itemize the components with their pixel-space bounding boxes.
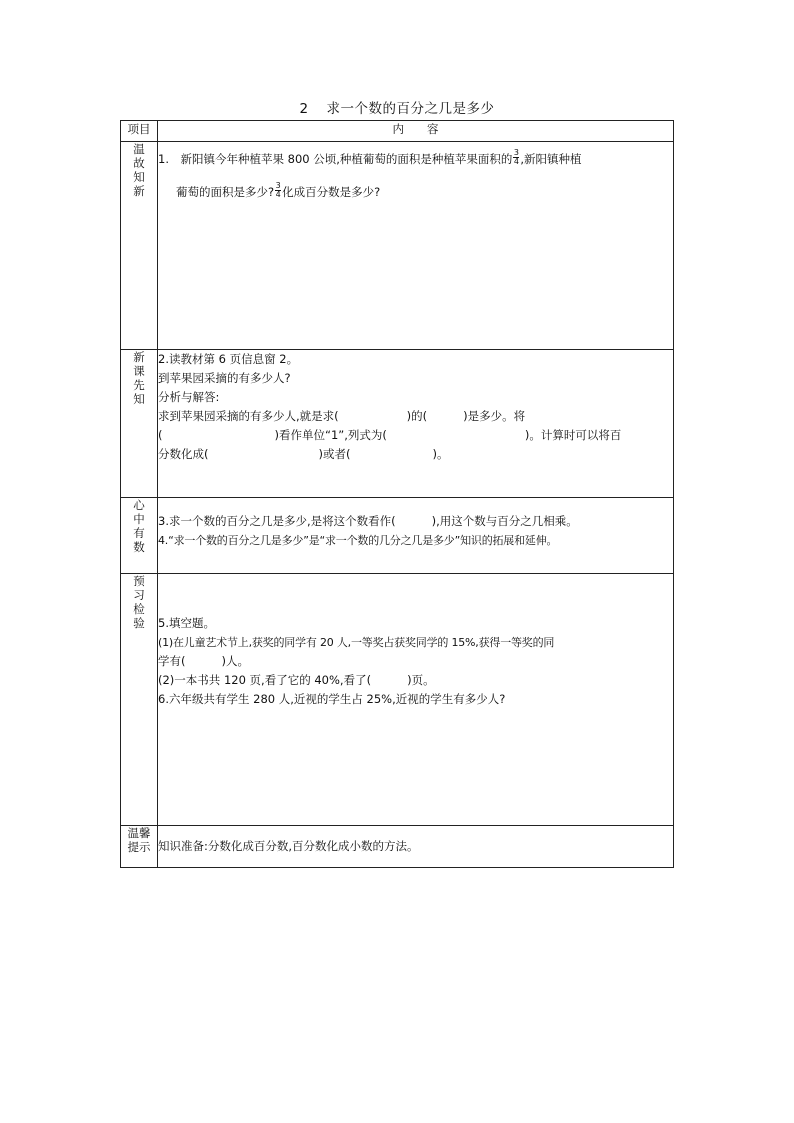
label-xinke: 新课先知 <box>121 350 158 498</box>
wengu-line-2: 葡萄的面积是多少? $\frac{3}{4}$ 化成百分数是多少? <box>176 181 381 199</box>
content-xinzhong: 3.求一个数的百分之几是多少,是将这个数看作( ),用这个数与百分之几相乘。 4.“求一个数的百分之几是多少”是“求一个数的几分之几是多少”知识的拓展和延伸。 <box>158 498 674 574</box>
row-wengu <box>121 142 674 350</box>
row-yuxi <box>121 574 674 826</box>
header-row <box>121 121 674 142</box>
row-xinzhong <box>121 498 674 574</box>
label-wengu: 温故知新 <box>121 142 158 350</box>
fraction-three-quarters: $\frac{3}{4}$ <box>275 181 281 199</box>
content-xinke: 2.读教材第 6 页信息窗 2。 到苹果园采摘的有多少人? 分析与解答: 求到苹果园采摘的有多少人,就是求( )的( )是多少。将 ( )看作单位“1”,列式为( )。计算时可以将百 分数化成( )或者( )。 <box>158 350 674 498</box>
header-content: 内 容 <box>158 121 674 142</box>
label-wenxin: 温馨提示 <box>121 826 158 868</box>
wengu-line-1: 1. 新阳镇今年种植苹果 800 公顷,种植葡萄的面积是种植苹果面积的 $\frac{3}{4}$ ,新阳镇种植 <box>158 148 582 166</box>
title-number: 2 <box>299 101 309 117</box>
content-wenxin: 知识准备:分数化成百分数,百分数化成小数的方法。 <box>158 826 674 868</box>
title-text: 求一个数的百分之几是多少 <box>326 101 495 117</box>
label-yuxi: 预习检验 <box>121 574 158 826</box>
label-xinzhong: 心中有数 <box>121 498 158 574</box>
worksheet-table <box>120 120 674 868</box>
content-wengu <box>158 142 674 350</box>
content-yuxi: 5.填空题。 (1)在儿童艺术节上,获奖的同学有 20 人,一等奖占获奖同学的 15%,获得一等奖的同 学有( )人。 (2)一本书共 120 页,看了它的 40%,看了( )页。 6.六年级共有学生 280 人,近视的学生占 25%,近视的学生有多少人? <box>158 574 674 826</box>
row-wenxin <box>121 826 674 868</box>
page-title <box>0 97 794 117</box>
row-xinke <box>121 350 674 498</box>
header-item: 项目 <box>121 121 158 142</box>
fraction-three-quarters: $\frac{3}{4}$ <box>513 148 519 166</box>
